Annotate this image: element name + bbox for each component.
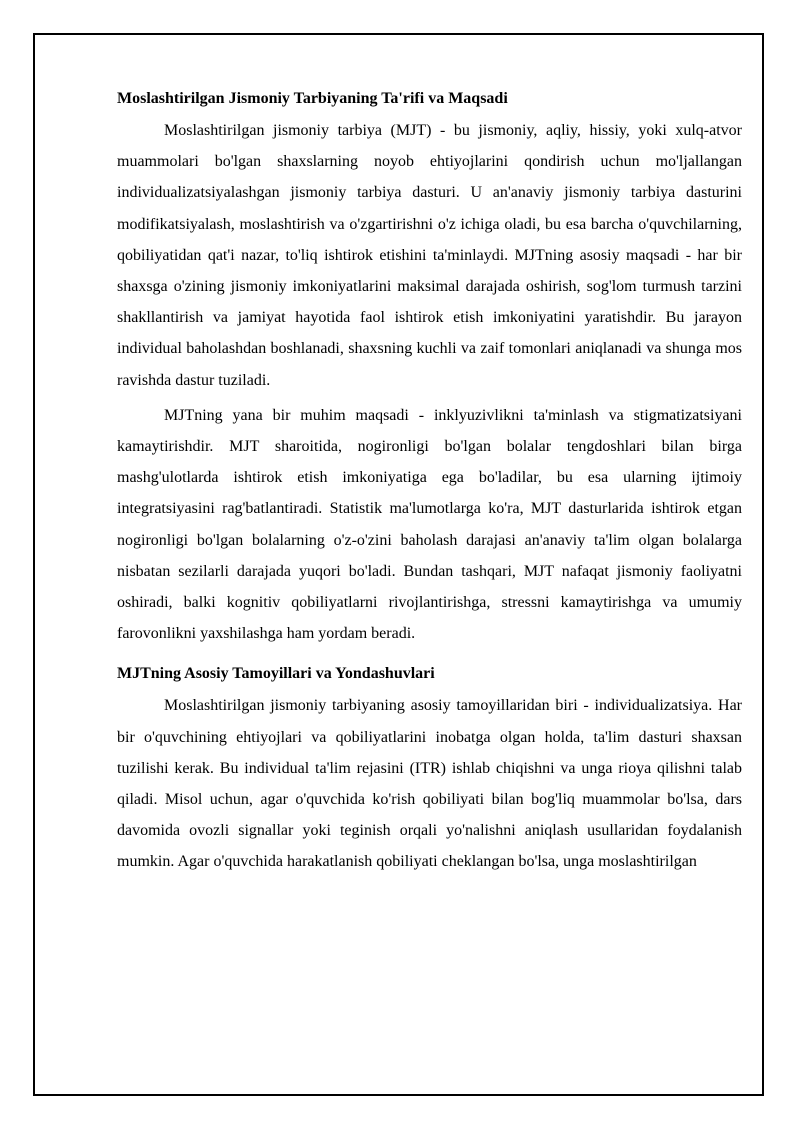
section-heading-definition: Moslashtirilgan Jismoniy Tarbiyaning Ta'rifi va Maqsadi <box>117 90 508 107</box>
section-heading-principles: MJTning Asosiy Tamoyillari va Yondashuvlari <box>117 665 435 683</box>
paragraph-inclusion: MJTning yana bir muhim maqsadi - inklyuzivlikni ta'minlash va stigmatizatsiyani kamaytirishdir. MJT sharoitida, nogironligi bo'lgan bolalar tengdoshlari bilan birga mashg'ulotlarda ishtirok etish imkoniyatiga ega bo'ladilar, bu esa ularning ijtimoiy integratsiyasini rag'batlantiradi. Statistik ma'lumotlarga ko'ra, MJT dasturlarida ishtirok etgan nogironligi bo'lgan bolalarning o'z-o'zini baholash darajasi an'anaviy ta'lim olgan bolalarga nisbatan sezilarli darajada yuqori bo'ladi. Bundan tashqari, MJT nafaqat jismoniy faoliyatni oshiradi, balki kognitiv qobiliyatlarni rivojlantirishga, stressni kamaytirishga va umumiy farovonlikni yaxshilashga ham yordam beradi. <box>117 406 742 643</box>
paragraph-individualization: Moslashtirilgan jismoniy tarbiyaning asosiy tamoyillaridan biri - individualizatsiya. Har bir o'quvchining ehtiyojlari va qobiliyatlarini inobatga olgan holda, ta'lim dasturi shaxsan tuzilishi kerak. Bu individual ta'lim rejasini (ITR) ishlab chiqishni va unga rioya qilishni talab qiladi. Misol uchun, agar o'quvchida ko'rish qobiliyati bilan bog'liq muammolar bo'lsa, dars davomida ovozli signallar yoki teginish orqali yo'nalishni aniqlash usullaridan foydalanish mumkin. Agar o'quvchida harakatlanish qobiliyati cheklangan bo'lsa, unga moslashtirilgan <box>117 697 742 871</box>
paragraph-definition: Moslashtirilgan jismoniy tarbiya (MJT) - bu jismoniy, aqliy, hissiy, yoki xulq-atvor muammolari bo'lgan shaxslarning noyob ehtiyojlarini qondirish uchun mo'ljallangan individualizatsiyalashgan jismoniy tarbiya dasturi. U an'anaviy jismoniy tarbiya dasturini modifikatsiyalash, moslashtirish va o'zgartirishni o'z ichiga oladi, bu esa barcha o'quvchilarning, qobiliyatidan qat'i nazar, to'liq ishtirok etishini ta'minlaydi. MJTning asosiy maqsadi - har bir shaxsga o'zining jismoniy imkoniyatlarini maksimal darajada oshirish, sog'lom turmush tarzini shakllantirish va jamiyat hayotida faol ishtirok etish imkoniyatini yaratishdir. Bu jarayon individual baholashdan boshlanadi, shaxsning kuchli va zaif tomonlari aniqlanadi va shunga mos ravishda dastur tuziladi. <box>117 122 742 389</box>
document-body <box>117 83 742 882</box>
